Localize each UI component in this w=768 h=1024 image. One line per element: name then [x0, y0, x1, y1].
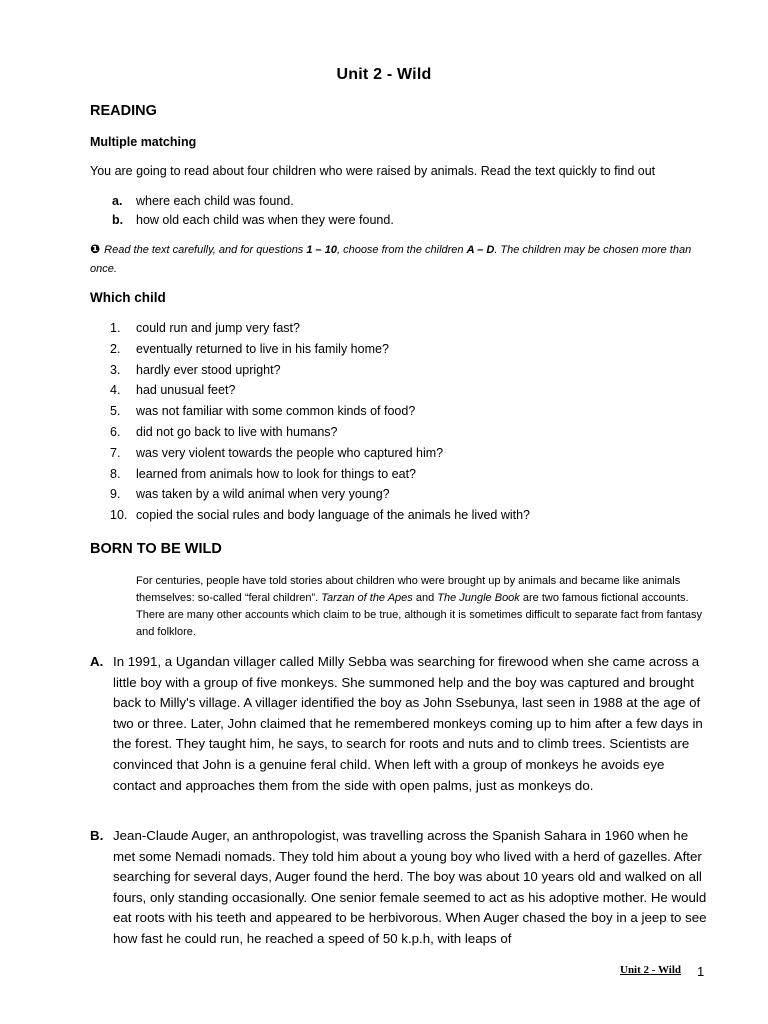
- question-text: hardly ever stood upright?: [136, 362, 281, 377]
- question-number: 3.: [110, 362, 121, 377]
- question-number: 2.: [110, 341, 121, 356]
- question-item: [110, 464, 530, 485]
- list-marker: b.: [112, 213, 124, 227]
- article-paragraph-b: [90, 826, 710, 950]
- page-number: 1: [697, 964, 705, 979]
- list-marker: a.: [112, 194, 123, 208]
- reading-heading: READING: [90, 103, 157, 119]
- paragraph-text: In 1991, a Ugandan villager called Milly Sebba was searching for firewood when she came across a little boy with a group of five monkeys. She summoned help and the boy was captured and brought back to Milly's village. A villager identified the boy as John Ssebunya, last seen in 1988 at the age of two or three. Later, John claimed that he remembered monkeys coming up to him after a few days in the forest. They taught him, he says, to search for roots and nuts and to climb trees. Scientists are convinced that John is a genuine feral child. When left with a group of monkeys he avoids eye contact and approaches them from the side with open palms, just as monkeys do.: [113, 654, 703, 793]
- question-text: copied the social rules and body language of the animals he lived with?: [136, 508, 531, 523]
- question-number: 1.: [110, 321, 121, 335]
- question-item: [110, 318, 530, 339]
- section-subheading: Multiple matching: [90, 135, 197, 149]
- book-title: Tarzan of the Apes: [321, 592, 413, 604]
- list-item: [112, 211, 394, 230]
- lead-part: are two famous fictional accounts. There are many other accounts which claim to be true, although it is sometimes difficult to separate fact from fantasy and folklore.: [136, 592, 702, 638]
- instruction-range-children: A – D: [466, 244, 495, 256]
- instruction-part: Read the text carefully, and for questions: [104, 244, 307, 256]
- question-number: 8.: [110, 466, 121, 481]
- question-text: did not go back to live with humans?: [136, 424, 338, 439]
- question-text: eventually returned to live in his family home?: [136, 341, 389, 356]
- list-item-text: where each child was found.: [136, 194, 294, 208]
- number-one-circle-icon: ❶: [90, 242, 101, 256]
- question-item: [110, 401, 530, 422]
- question-item: [110, 360, 530, 381]
- paragraph-label: B.: [90, 828, 104, 843]
- question-item: [110, 484, 530, 505]
- lead-part: For centuries, people have told stories about children who were brought up by animals and became like animals themselves: so-called “feral children”.: [136, 575, 681, 604]
- list-item: [112, 192, 394, 211]
- question-text: could run and jump very fast?: [136, 321, 300, 335]
- question-text: was taken by a wild animal when very young?: [136, 487, 390, 502]
- footer-label: Unit 2 - Wild: [620, 964, 682, 976]
- question-item: [110, 422, 530, 443]
- instruction-part: . The children may be chosen more than once.: [90, 244, 692, 275]
- instruction-range-questions: 1 – 10: [306, 244, 337, 256]
- page-title: Unit 2 - Wild: [336, 66, 432, 83]
- question-number: 7.: [110, 445, 121, 460]
- question-number: 5.: [110, 404, 121, 419]
- question-text: was very violent towards the people who captured him?: [136, 445, 444, 460]
- question-text: had unusual feet?: [136, 383, 236, 398]
- question-number: 9.: [110, 487, 121, 502]
- lead-part: and: [412, 592, 438, 604]
- intro-text: You are going to read about four children who were raised by animals. Read the text quickly to find out: [90, 164, 656, 178]
- article-heading: BORN TO BE WILD: [90, 541, 222, 557]
- question-item: [110, 443, 530, 464]
- instruction-text: [90, 240, 700, 279]
- paragraph-text: Jean-Claude Auger, an anthropologist, was travelling across the Spanish Sahara in 1960 when he met some Nemadi nomads. They told him about a young boy who lived with a herd of gazelles. After searching for several days, Auger found the herd. The boy was about 10 years old and walked on all fours, only standing occasionally. One senior female seemed to act as his adoptive mother. He would eat roots with his teeth and appeared to be herbivorous. When Auger chased the boy in a jeep to see how fast he could run, he reached a speed of 50 k.p.h, with leaps of: [113, 828, 707, 946]
- article-paragraph-a: [90, 652, 710, 796]
- question-number: 4.: [110, 383, 121, 398]
- instruction-part: , choose from the children: [336, 244, 467, 256]
- question-item: [110, 505, 530, 526]
- which-child-heading: Which child: [90, 290, 166, 305]
- question-text: was not familiar with some common kinds of food?: [136, 404, 416, 419]
- book-title: The Jungle Book: [437, 592, 520, 604]
- question-text: learned from animals how to look for things to eat?: [136, 466, 417, 481]
- paragraph-label: A.: [90, 654, 104, 669]
- article-lead: [136, 573, 711, 641]
- task-list: [112, 192, 394, 230]
- list-item-text: how old each child was when they were found.: [136, 213, 394, 227]
- question-number: 6.: [110, 424, 121, 439]
- question-list: [110, 318, 530, 526]
- question-number: 10.: [110, 508, 128, 523]
- question-item: [110, 380, 530, 401]
- question-item: [110, 339, 530, 360]
